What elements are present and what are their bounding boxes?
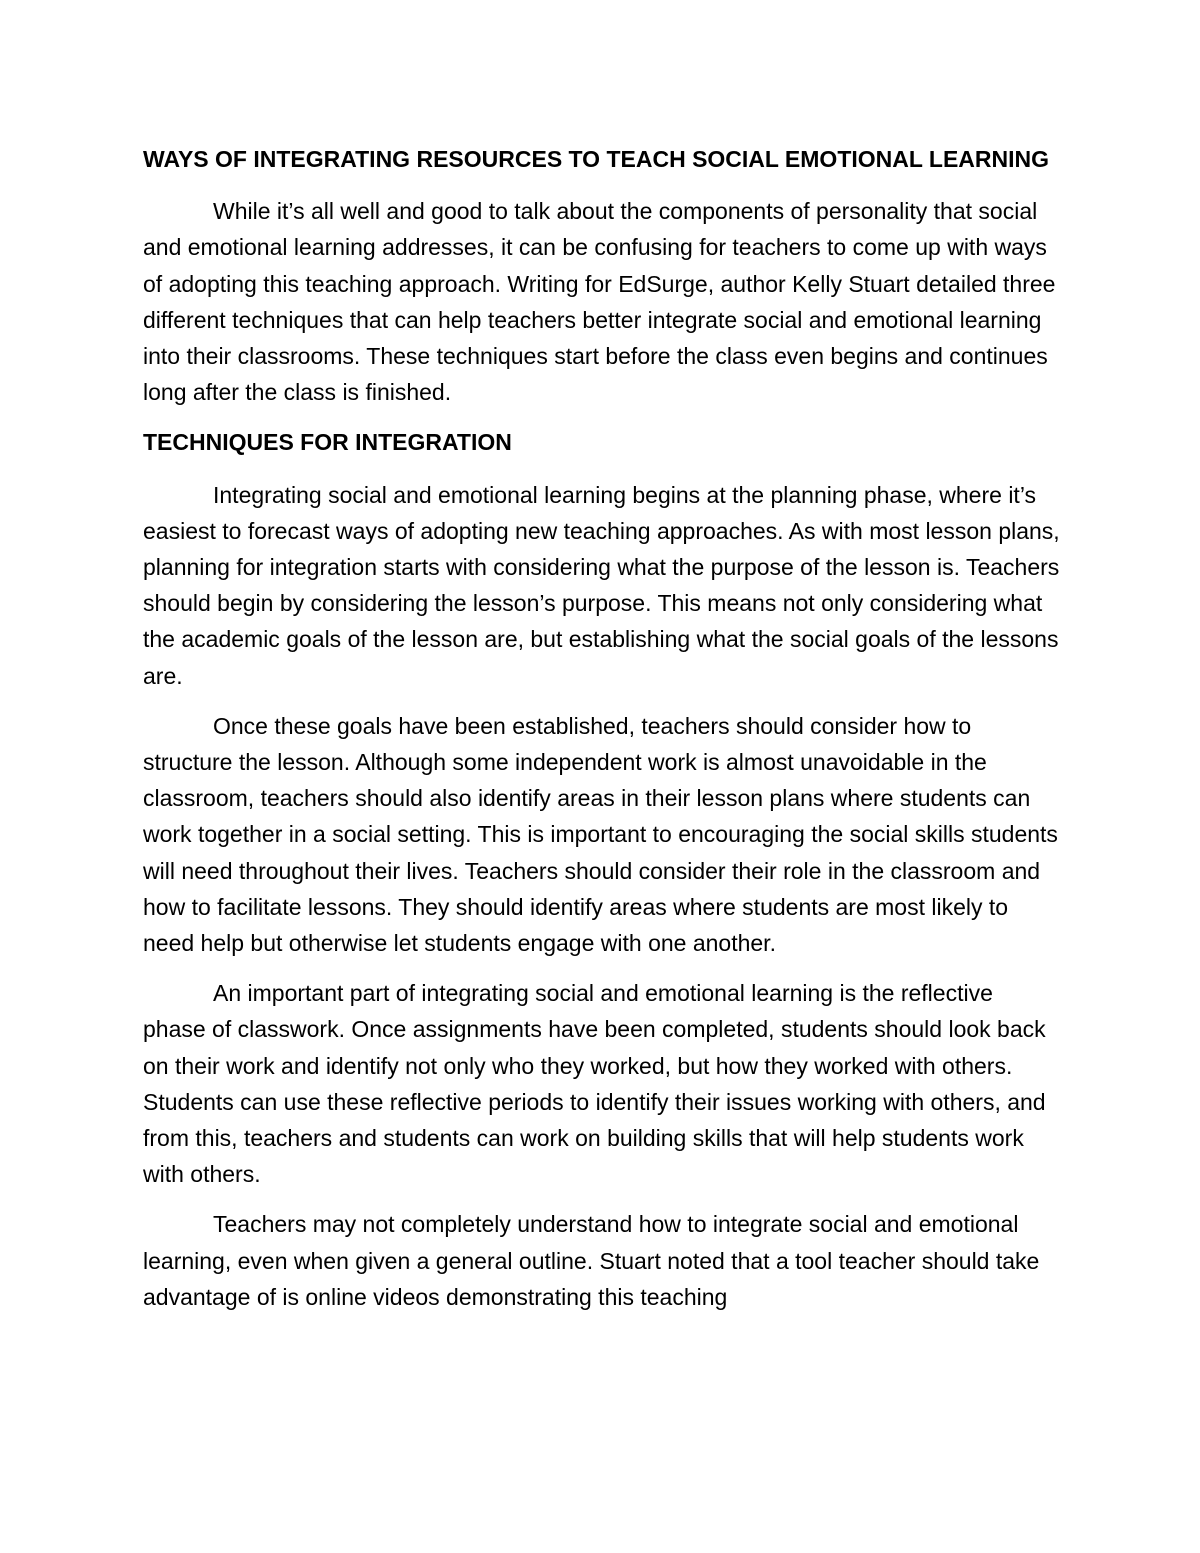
document-body: [143, 141, 1061, 1329]
reflection-paragraph: An important part of integrating social and emotional learning is the reflective phase of classwork. Once assignments have been completed, students should look back on their work and identify not only who they worked, but how they worked with others. Students can use these reflective periods to identify their issues working with others, and from this, teachers and students can work on building skills that will help students work with others.: [143, 980, 1046, 1188]
planning-paragraph: Integrating social and emotional learning begins at the planning phase, where it’s easiest to forecast ways of adopting new teaching approaches. As with most lesson plans, planning for integration starts with considering what the purpose of the lesson is. Teachers should begin by considering the lesson’s purpose. This means not only considering what the academic goals of the lesson are, but establishing what the social goals of the lessons are.: [143, 481, 1060, 689]
intro-paragraph: While it’s all well and good to talk about the components of personality that social and emotional learning addresses, it can be confusing for teachers to come up with ways of adopting this teaching approach. Writing for EdSurge, author Kelly Stuart detailed three different techniques that can help teachers better integrate social and emotional learning into their classrooms. These techniques start before the class even begins and continues long after the class is finished.: [143, 198, 1056, 406]
structure-paragraph: Once these goals have been established, teachers should consider how to structure the lesson. Although some independent work is almost unavoidable in the classroom, teachers should also identify areas in their lesson plans where students can work together in a social setting. This is important to encouraging the social skills students will need throughout their lives. Teachers should consider their role in the classroom and how to facilitate lessons. They should identify areas where students are most likely to need help but otherwise let students engage with one another.: [143, 712, 1058, 957]
videos-paragraph: Teachers may not completely understand how to integrate social and emotional learning, even when given a general outline. Stuart noted that a tool teacher should take advantage of is online videos demonstrating this teaching: [143, 1211, 1040, 1310]
section-heading: TECHNIQUES FOR INTEGRATION: [143, 429, 512, 456]
document-title: WAYS OF INTEGRATING RESOURCES TO TEACH SOCIAL EMOTIONAL LEARNING: [143, 146, 1050, 172]
